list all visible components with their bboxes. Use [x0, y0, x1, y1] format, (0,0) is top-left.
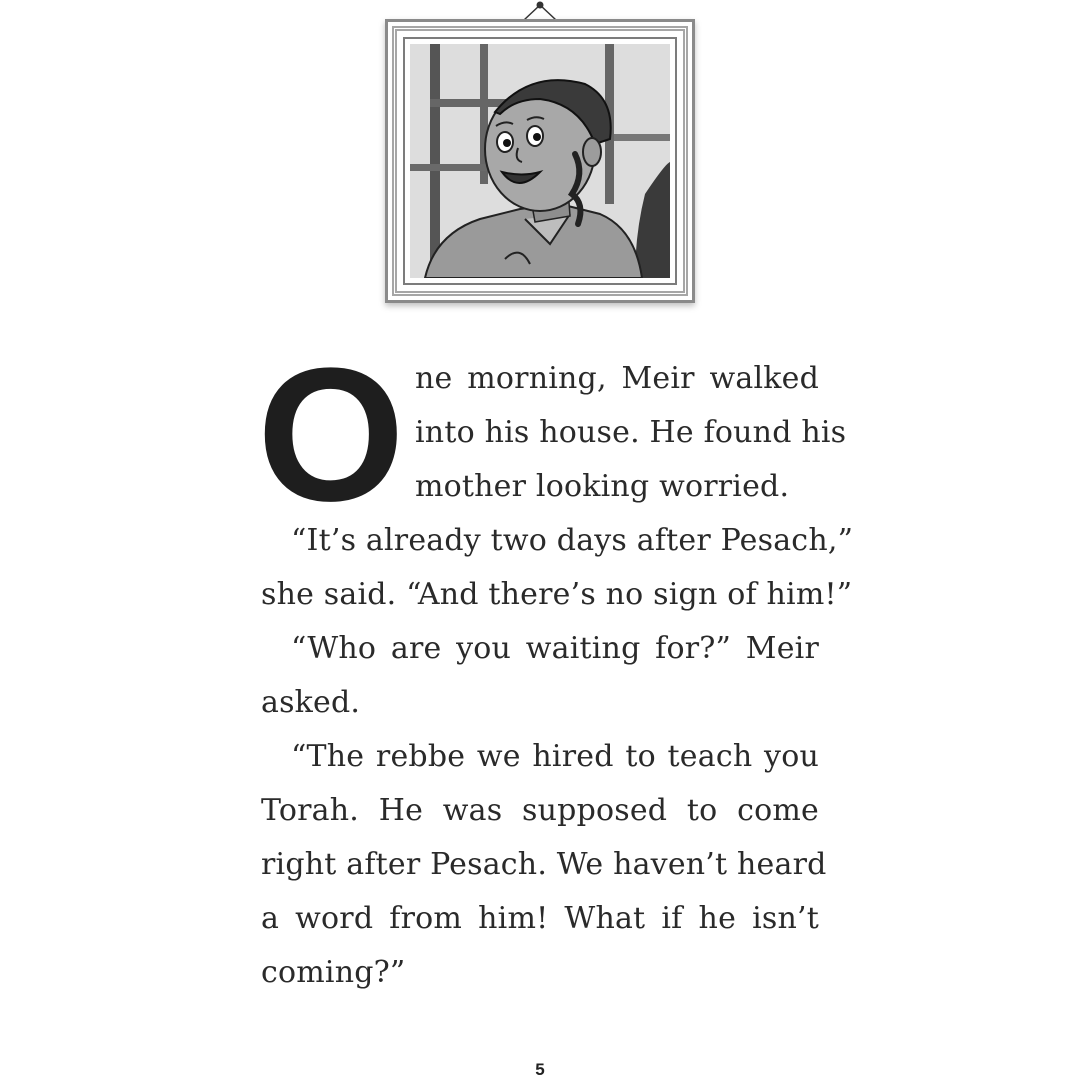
- framed-illustration: [385, 19, 695, 303]
- paragraph-line: into his house. He found his: [415, 415, 847, 450]
- paragraph-line: asked.: [261, 685, 361, 720]
- paragraph-line: coming?”: [261, 955, 406, 990]
- paragraph-line: “Who are you waiting for?” Meir: [291, 631, 819, 666]
- paragraph-line: she said. “And there’s no sign of him!”: [261, 577, 853, 612]
- paragraph-line: mother looking worried.: [415, 469, 790, 504]
- paragraph-line: a word from him! What if he isn’t: [261, 901, 819, 936]
- paragraph-line: “It’s already two days after Pesach,”: [291, 523, 854, 558]
- paragraph-line: Torah. He was supposed to come: [261, 793, 819, 828]
- boy-illustration: [410, 44, 670, 278]
- drop-cap: O: [257, 329, 405, 541]
- page-number: 5: [535, 1060, 545, 1079]
- story-text: [257, 329, 854, 1000]
- paragraph-line: “The rebbe we hired to teach you: [291, 739, 819, 774]
- paragraph-line: ne morning, Meir walked: [415, 361, 819, 396]
- paragraph-line: right after Pesach. We haven’t heard: [261, 847, 827, 882]
